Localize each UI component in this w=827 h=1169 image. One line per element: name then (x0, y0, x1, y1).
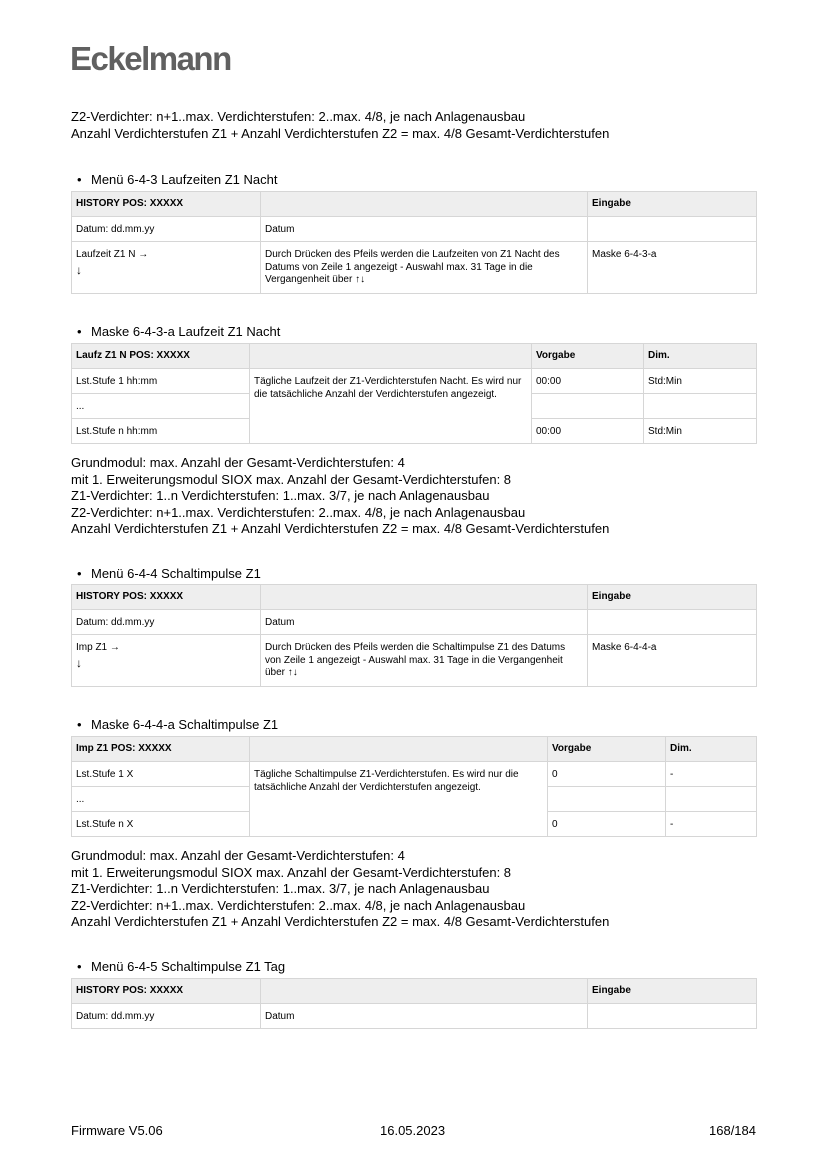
header-cell (261, 979, 588, 1004)
header-cell: Imp Z1 POS: XXXXX (72, 737, 250, 762)
cell-text: Imp Z1 → (76, 642, 120, 653)
table-cell (72, 635, 261, 687)
description-cell: Tägliche Laufzeit der Z1-Verdichterstufen Nacht. Es wird nur die tatsächliche Anzahl der Verdichterstufen angezeigt. (250, 369, 532, 444)
table-cell (548, 787, 666, 812)
section-heading-menu-6-4-4 (77, 566, 261, 582)
text-line: Anzahl Verdichterstufen Z1 + Anzahl Verdichterstufen Z2 = max. 4/8 Gesamt-Verdichterstufen (71, 521, 610, 536)
text-line: Z1-Verdichter: 1..n Verdichterstufen: 1..max. 3/7, je nach Anlagenausbau (71, 881, 490, 896)
table-header-row (72, 737, 757, 762)
header-cell: Vorgabe (532, 344, 644, 369)
table-row (72, 217, 757, 242)
table-cell (588, 217, 757, 242)
text-line: Z2-Verdichter: n+1..max. Verdichterstufen: 2..max. 4/8, je nach Anlagenausbau (71, 504, 526, 520)
table-header-row (72, 192, 757, 217)
header-cell: Dim. (666, 737, 757, 762)
table-cell: - (666, 812, 757, 837)
section-heading-menu-6-4-3 (77, 172, 277, 188)
header-cell: HISTORY POS: XXXXX (72, 585, 261, 610)
table-cell (588, 1004, 757, 1029)
table-cell: Datum (261, 217, 588, 242)
text-line: Z1-Verdichter: 1..n Verdichterstufen: 1..max. 3/7, je nach Anlagenausbau (71, 488, 490, 503)
table-cell: Lst.Stufe 1 hh:mm (72, 369, 250, 394)
table-cell (666, 787, 757, 812)
text-line: mit 1. Erweiterungsmodul SIOX max. Anzahl der Gesamt-Verdichterstufen: 8 (71, 471, 512, 487)
table-cell: Lst.Stufe 1 X (72, 762, 250, 787)
footer-page-number: 168/184 (709, 1123, 756, 1138)
table-cell: Durch Drücken des Pfeils werden die Laufzeiten von Z1 Nacht des Datums von Zeile 1 angezeigt - Auswahl max. 31 Tage in die Vergangenheit über ↑↓ (261, 242, 588, 294)
text-line: Anzahl Verdichterstufen Z1 + Anzahl Verdichterstufen Z2 = max. 4/8 Gesamt-Verdichterstufen (71, 125, 610, 141)
table-maske-6-4-4-a (71, 736, 757, 837)
table-row (72, 762, 757, 787)
header-cell (261, 585, 588, 610)
note-paragraph (71, 848, 609, 931)
table-cell: Maske 6-4-4-a (588, 635, 757, 687)
header-cell: HISTORY POS: XXXXX (72, 192, 261, 217)
cell-text: Laufzeit Z1 N → (76, 249, 149, 260)
table-cell: ... (72, 787, 250, 812)
table-row (72, 610, 757, 635)
text-line: mit 1. Erweiterungsmodul SIOX max. Anzahl der Gesamt-Verdichterstufen: 8 (71, 864, 512, 880)
text-line: Anzahl Verdichterstufen Z1 + Anzahl Verdichterstufen Z2 = max. 4/8 Gesamt-Verdichterstufen (71, 914, 610, 929)
table-cell (72, 242, 261, 294)
table-maske-6-4-3-a (71, 343, 757, 444)
text-line: Grundmodul: max. Anzahl der Gesamt-Verdichterstufen: 4 (71, 848, 405, 863)
table-menu-6-4-4 (71, 584, 757, 687)
table-cell: Std:Min (644, 369, 757, 394)
table-header-row (72, 344, 757, 369)
section-title: Menü 6-4-4 Schaltimpulse Z1 (91, 566, 261, 581)
table-menu-6-4-3 (71, 191, 757, 294)
table-cell: Datum: dd.mm.yy (72, 1004, 261, 1029)
table-cell: Lst.Stufe n hh:mm (72, 419, 250, 444)
arrow-down-icon: ↓ (76, 262, 82, 277)
header-cell: HISTORY POS: XXXXX (72, 979, 261, 1004)
table-cell (532, 394, 644, 419)
text-line: Grundmodul: max. Anzahl der Gesamt-Verdichterstufen: 4 (71, 455, 405, 470)
table-cell: Datum (261, 610, 588, 635)
table-header-row (72, 585, 757, 610)
section-title: Menü 6-4-5 Schaltimpulse Z1 Tag (91, 959, 286, 974)
table-cell: Durch Drücken des Pfeils werden die Schaltimpulse Z1 des Datums von Zeile 1 angezeigt - Auswahl max. 31 Tage in die Vergangenheit über ↑↓ (261, 635, 588, 687)
table-cell (644, 394, 757, 419)
intro-paragraph (71, 109, 609, 142)
bullet-icon: • (77, 717, 82, 732)
section-heading-maske-6-4-3-a (77, 324, 280, 340)
header-cell: Vorgabe (548, 737, 666, 762)
section-title: Menü 6-4-3 Laufzeiten Z1 Nacht (91, 172, 278, 187)
header-cell: Dim. (644, 344, 757, 369)
section-title: Maske 6-4-4-a Schaltimpulse Z1 (91, 717, 279, 732)
header-cell: Eingabe (588, 585, 757, 610)
table-cell: 0 (548, 762, 666, 787)
header-cell: Eingabe (588, 192, 757, 217)
bullet-icon: • (77, 566, 82, 581)
bullet-icon: • (77, 172, 82, 187)
section-heading-menu-6-4-5 (77, 959, 285, 975)
arrow-down-icon: ↓ (76, 655, 82, 670)
table-row (72, 1004, 757, 1029)
text-line: Z2-Verdichter: n+1..max. Verdichterstufen: 2..max. 4/8, je nach Anlagenausbau (71, 897, 526, 913)
bullet-icon: • (77, 324, 82, 339)
table-cell: Datum: dd.mm.yy (72, 610, 261, 635)
footer-date: 16.05.2023 (380, 1123, 446, 1138)
table-cell (588, 610, 757, 635)
table-cell: Datum: dd.mm.yy (72, 217, 261, 242)
table-cell: 0 (548, 812, 666, 837)
header-cell (250, 737, 548, 762)
table-row (72, 369, 757, 394)
table-menu-6-4-5 (71, 978, 757, 1029)
table-cell: ... (72, 394, 250, 419)
table-cell: 00:00 (532, 419, 644, 444)
header-cell (250, 344, 532, 369)
table-row (72, 635, 757, 687)
note-paragraph (71, 455, 609, 538)
table-cell: Lst.Stufe n X (72, 812, 250, 837)
footer-firmware: Firmware V5.06 (71, 1123, 163, 1138)
description-cell: Tägliche Schaltimpulse Z1-Verdichterstufen. Es wird nur die tatsächliche Anzahl der Verdichterstufen angezeigt. (250, 762, 548, 837)
table-header-row (72, 979, 757, 1004)
table-cell: Datum (261, 1004, 588, 1029)
table-cell: - (666, 762, 757, 787)
table-cell: Std:Min (644, 419, 757, 444)
header-cell: Laufz Z1 N POS: XXXXX (72, 344, 250, 369)
section-heading-maske-6-4-4-a (77, 717, 278, 733)
table-cell: Maske 6-4-3-a (588, 242, 757, 294)
bullet-icon: • (77, 959, 82, 974)
text-line: Z2-Verdichter: n+1..max. Verdichterstufen: 2..max. 4/8, je nach Anlagenausbau (71, 109, 526, 124)
section-title: Maske 6-4-3-a Laufzeit Z1 Nacht (91, 324, 281, 339)
table-cell: 00:00 (532, 369, 644, 394)
eckelmann-logo: Eckelmann (70, 40, 231, 77)
header-cell: Eingabe (588, 979, 757, 1004)
table-row (72, 242, 757, 294)
header-cell (261, 192, 588, 217)
